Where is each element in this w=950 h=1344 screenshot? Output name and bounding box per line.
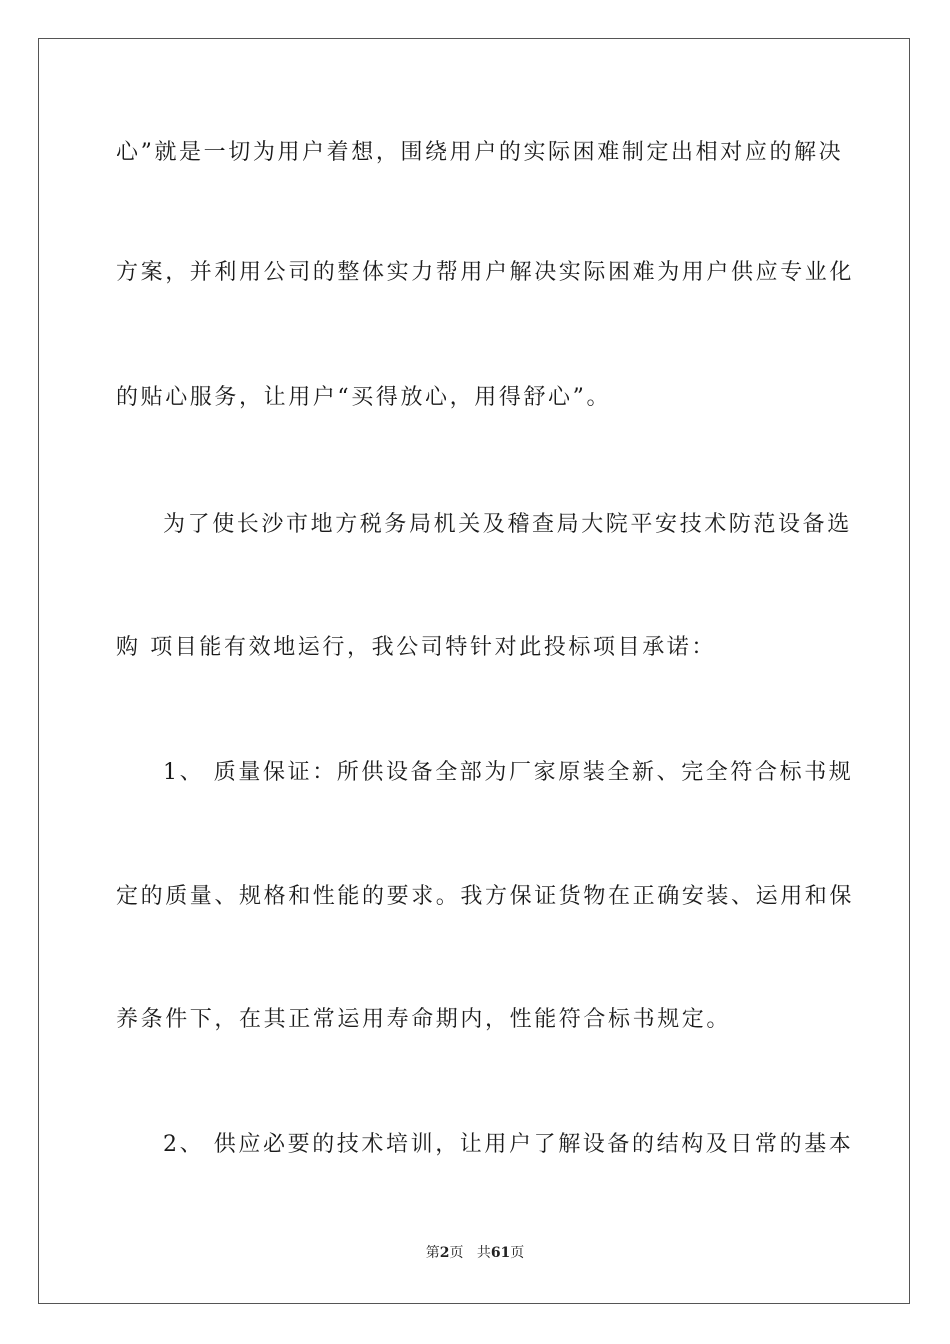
page-suffix: 页 [449, 1245, 464, 1261]
total-prefix: 共 [476, 1245, 491, 1261]
page-number: 2 [439, 1245, 450, 1261]
paragraph-line: 方案，并利用公司的整体实力帮用户解决实际困难为用户供应专业化 [116, 260, 855, 285]
numbered-item-line: 1、 质量保证：所供设备全部为厂家原装全新、完全符合标书规 [163, 760, 854, 785]
paragraph-line: 定的质量、规格和性能的要求。我方保证货物在正确安装、运用和保 [116, 884, 855, 909]
paragraph-line: 养条件下，在其正常运用寿命期内，性能符合标书规定。 [116, 1007, 732, 1032]
paragraph-line: 心”就是一切为用户着想，围绕用户的实际困难制定出相对应的解决 [116, 140, 844, 165]
paragraph-line: 的贴心服务，让用户“买得放心，用得舒心”。 [116, 385, 612, 410]
page-footer [0, 1244, 950, 1262]
total-pages: 61 [490, 1245, 511, 1261]
paragraph-line: 为了使长沙市地方税务局机关及稽查局大院平安技术防范设备选 [163, 512, 852, 537]
page-prefix: 第 [425, 1245, 440, 1261]
paragraph-line: 购 项目能有效地运行，我公司特针对此投标项目承诺： [116, 635, 716, 660]
total-suffix: 页 [510, 1245, 525, 1261]
numbered-item-line: 2、 供应必要的技术培训，让用户了解设备的结构及日常的基本 [163, 1132, 854, 1157]
page-border [38, 38, 910, 1304]
